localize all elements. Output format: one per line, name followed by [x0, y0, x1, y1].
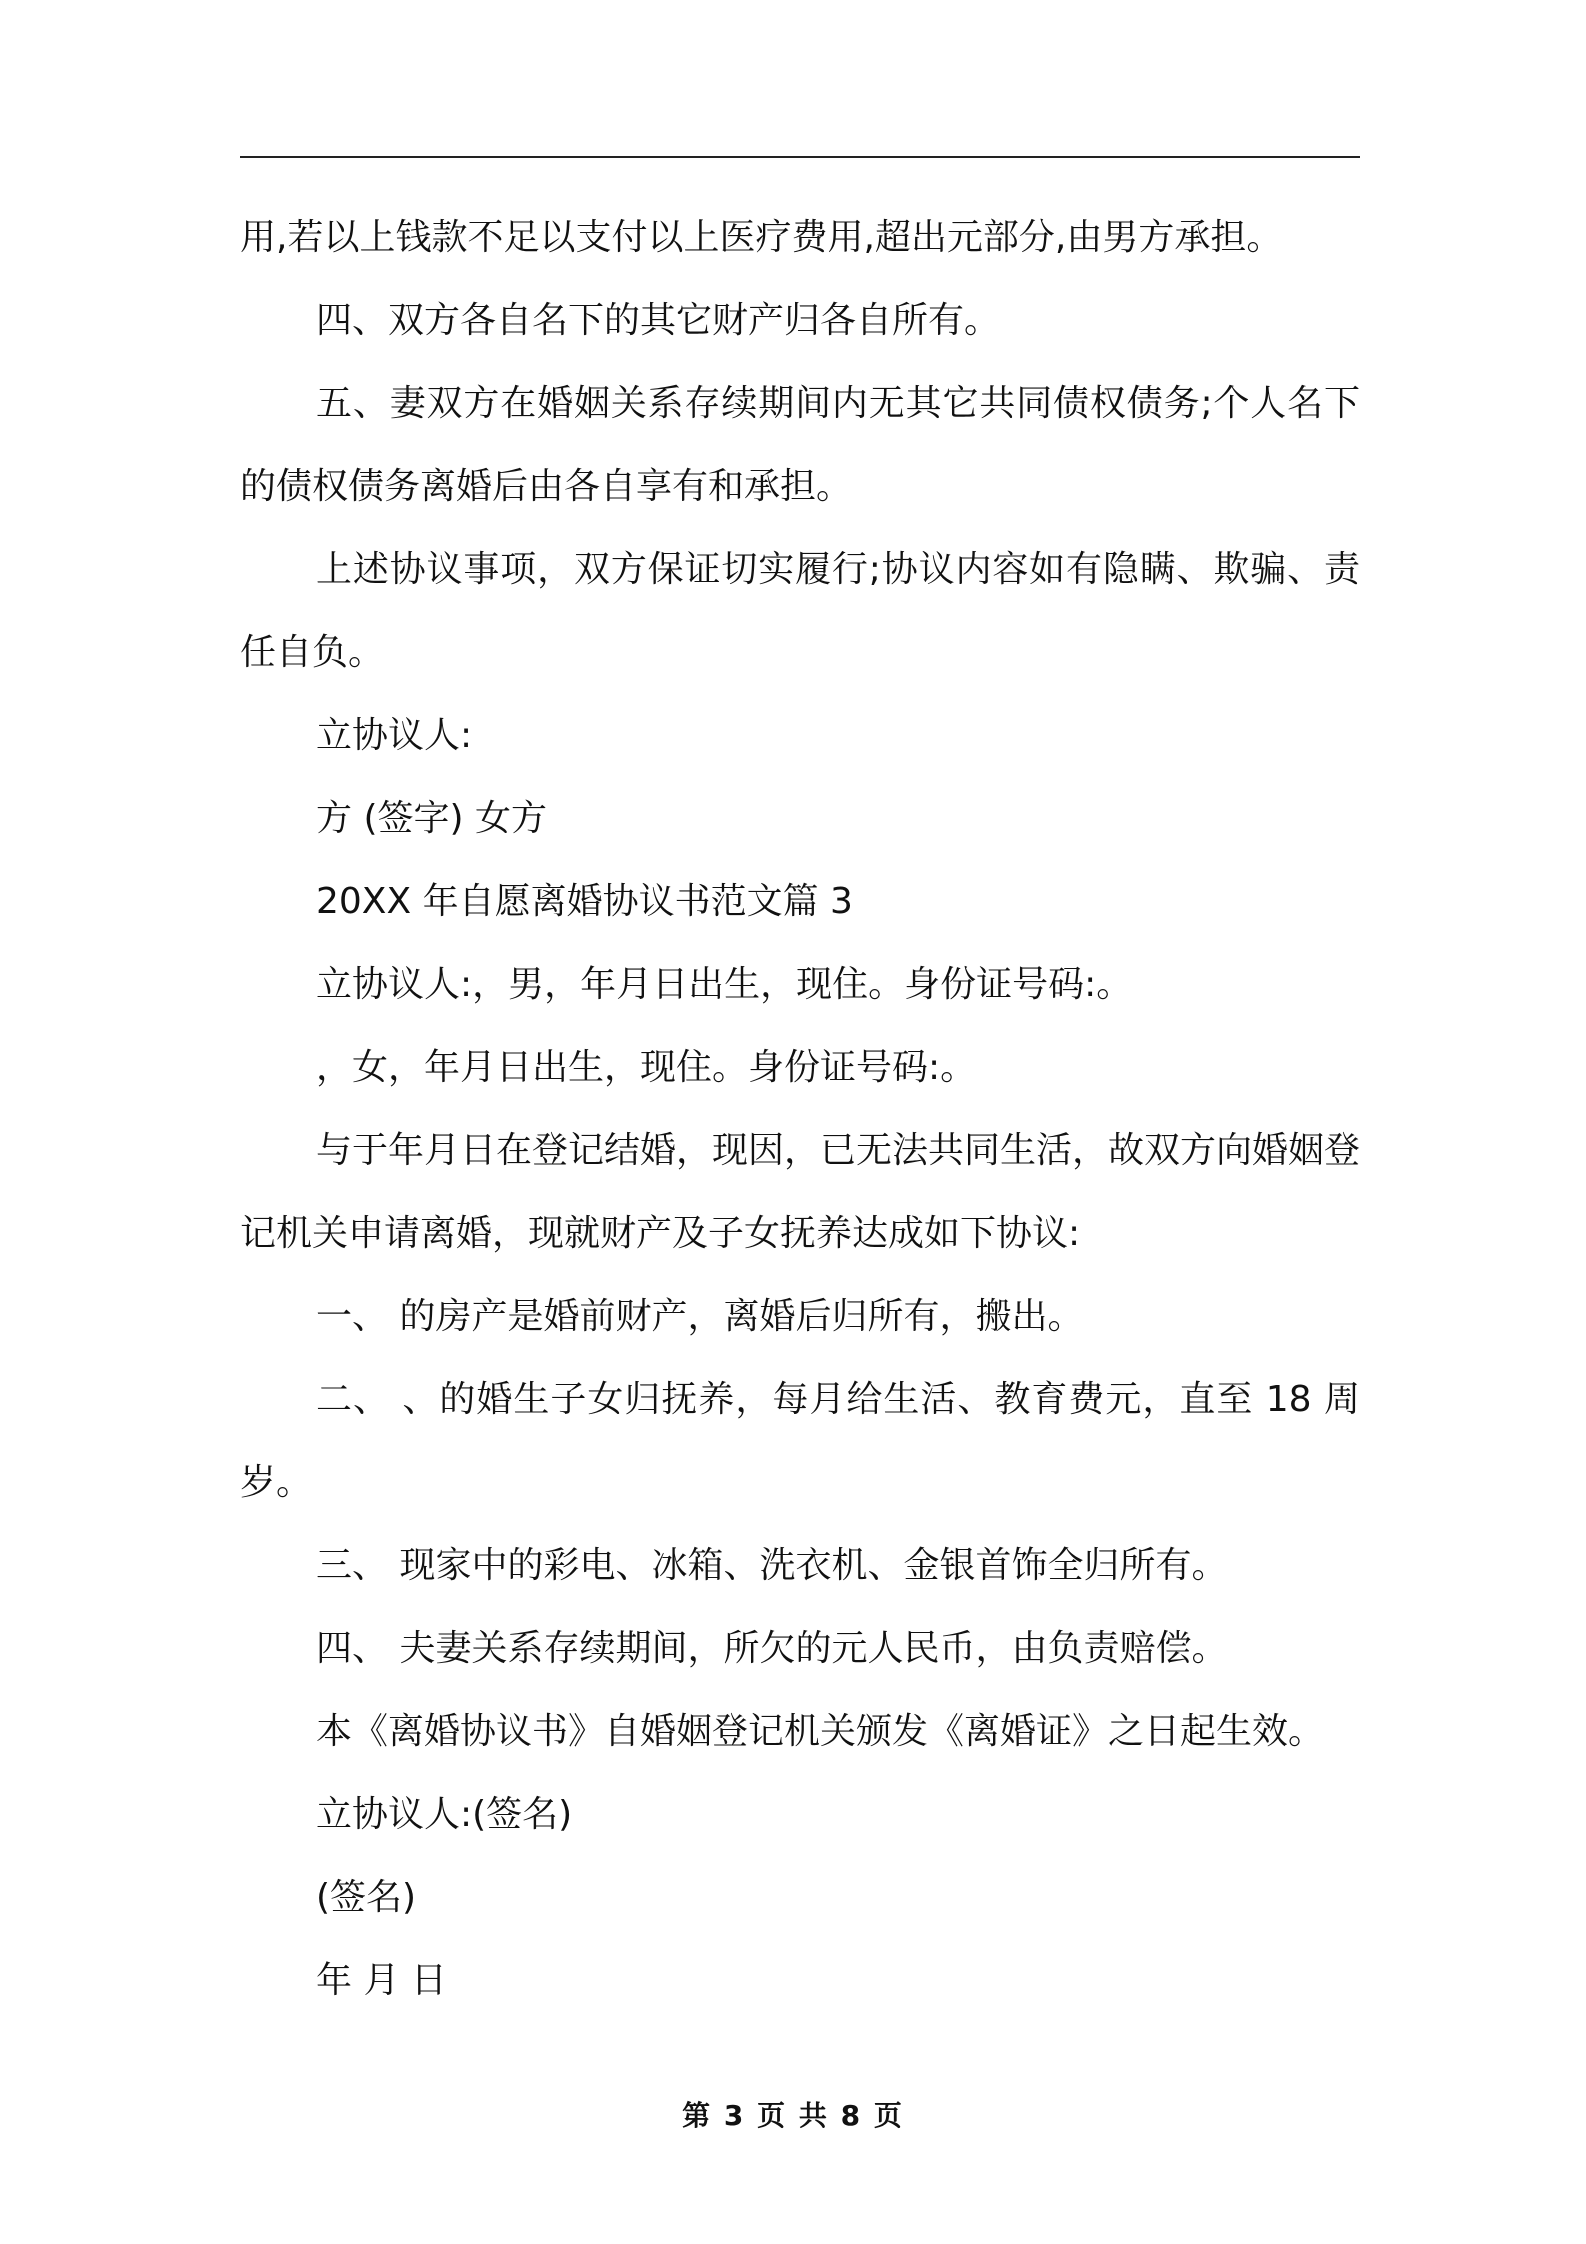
document-body [240, 196, 1360, 2022]
paragraph-13: 三、 现家中的彩电、冰箱、洗衣机、金银首饰全归所有。 [316, 1545, 1228, 1586]
paragraph-2: 四、双方各自名下的其它财产归各自所有。 [316, 300, 1001, 341]
paragraph-1: 用,若以上钱款不足以支付以上医疗费用,超出元部分,由男方承担。 [240, 217, 1283, 258]
paragraph-4: 上述协议事项，双方保证切实履行;协议内容如有隐瞒、欺骗、责任自负。 [240, 549, 1360, 673]
paragraph-12: 二、 、的婚生子女归抚养，每月给生活、教育费元，直至 18 周岁。 [240, 1379, 1360, 1503]
paragraph-3: 五、妻双方在婚姻关系存续期间内无其它共同债权债务;个人名下的债权债务离婚后由各自享有和承担。 [240, 383, 1360, 507]
signature-line-1: 立协议人:(签名) [316, 1794, 573, 1835]
paragraph-10: 与于年月日在登记结婚，现因，已无法共同生活，故双方向婚姻登记机关申请离婚，现就财产及子女抚养达成如下协议: [240, 1130, 1361, 1254]
date-line: 年 月 日 [316, 1960, 447, 2001]
page-number: 第 3 页 共 8 页 [682, 2099, 904, 2132]
paragraph-9: ，女，年月日出生，现住。身份证号码:。 [316, 1047, 977, 1088]
paragraph-5: 立协议人: [316, 715, 473, 756]
section-heading: 20XX 年自愿离婚协议书范文篇 3 [316, 881, 853, 922]
paragraph-8: 立协议人:，男，年月日出生，现住。身份证号码:。 [316, 964, 1133, 1005]
paragraph-14: 四、 夫妻关系存续期间，所欠的元人民币，由负责赔偿。 [316, 1628, 1228, 1669]
paragraph-6: 方 (签字) 女方 [316, 798, 547, 839]
header-divider [240, 156, 1360, 158]
signature-line-2: (签名) [316, 1877, 417, 1918]
paragraph-11: 一、 的房产是婚前财产，离婚后归所有，搬出。 [316, 1296, 1084, 1337]
paragraph-15: 本《离婚协议书》自婚姻登记机关颁发《离婚证》之日起生效。 [316, 1711, 1325, 1752]
